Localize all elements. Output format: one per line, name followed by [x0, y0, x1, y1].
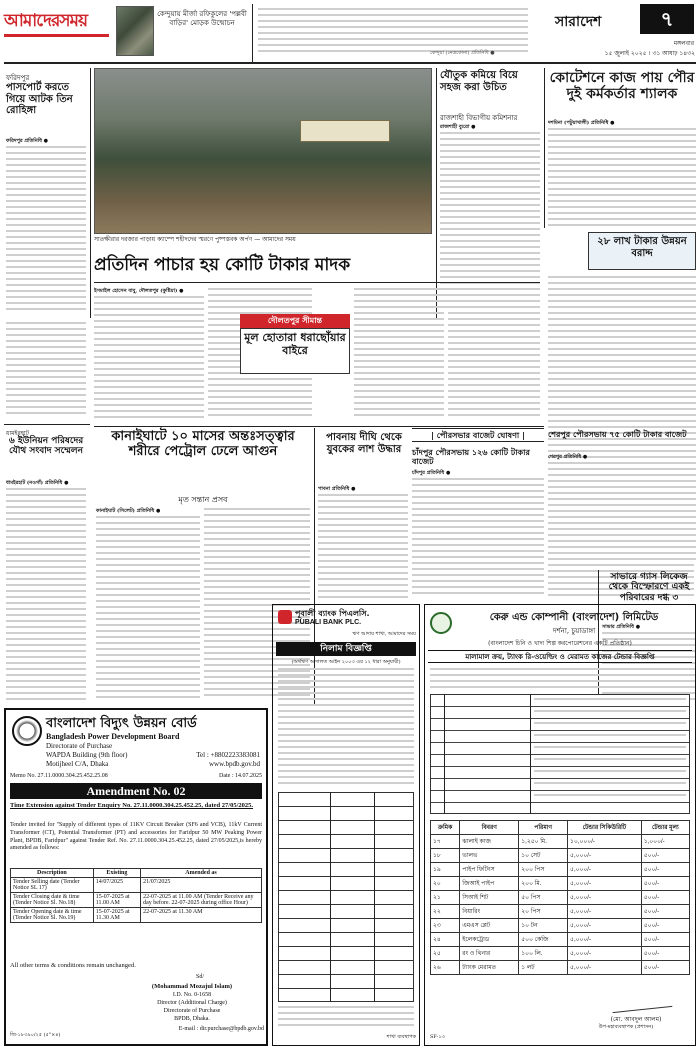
bpdb-cell: Tender Opening date & time (Tender Notice Sl. No.19) [11, 908, 94, 923]
rohingya-headline[interactable]: পাসপোর্ট করতে গিয়ে আটক তিন রোহিঙ্গা [6, 82, 73, 116]
chandpur-headline[interactable]: চাঁদপুর পৌরসভায় ১২৬ কোটি টাকার বাজেট [412, 448, 530, 467]
kcl-cell: ১০০ লি. [519, 947, 568, 961]
table-row [431, 877, 690, 891]
kcl-cell: ২১ [431, 891, 460, 905]
bpdb-cell: 14/07/2025 [93, 878, 140, 893]
kcl-cell: ৫,০০০/- [568, 961, 642, 975]
kcl-cell: ২০০ পিস [519, 863, 568, 877]
kcl-sign: (মো. আবদুল আলম) [610, 1016, 662, 1023]
drug-body-col1 [94, 296, 204, 422]
kcl-cell: ২০ পিস [519, 905, 568, 919]
kcl-cell: ২০ [431, 877, 460, 891]
logo: আমাদেরসময় [4, 11, 87, 31]
kcl-th-qty: পরিমাণ [519, 821, 568, 835]
kcl-th-price: টেন্ডার মূল্য [641, 821, 689, 835]
kcl-cell: ৫০০/- [641, 863, 689, 877]
table-row [11, 878, 262, 893]
bpdb-name-en: Bangladesh Power Development Board [46, 732, 180, 741]
teaser-text [258, 8, 528, 56]
bpdb-cell: Tender Selling date (Tender Notice SL 17) [11, 878, 94, 893]
kcl-cell: ২০০ মি. [519, 877, 568, 891]
drug-credit: ইসমাইল হোসেন বাবু, দৌলতপুর (কুষ্টিয়া) ● [94, 288, 184, 294]
teaser-divider [252, 4, 253, 62]
drug-headline[interactable]: প্রতিদিন পাচার হয় কোটি টাকার মাদক [94, 255, 351, 275]
kcl-th-sl: ক্রমিক [431, 821, 460, 835]
bpdb-cell: 15-07-2025 at 11.30 AM [93, 908, 140, 923]
pubali-table [278, 792, 414, 1002]
kcl-cell: বিয়ারিং [460, 905, 519, 919]
kcl-intro [430, 668, 690, 692]
bpdb-email[interactable]: E-mail : dir.purchase@bpdb.gov.bd [178, 1026, 264, 1032]
drug-rule [94, 282, 540, 283]
kcl-cell: ১০,০০০/- [568, 835, 642, 849]
table-row [431, 849, 690, 863]
kcl-cell: ৫০০/- [641, 919, 689, 933]
kcl-cell: ১,০০০/- [641, 835, 689, 849]
rohingya-body [6, 146, 86, 316]
kcl-cell: ৫,০০০/- [568, 877, 642, 891]
main-photo [94, 68, 432, 234]
kcl-info-col [444, 694, 445, 814]
sherpur-headline[interactable]: শেরপুর পৌরসভায় ৭৫ কোটি টাকার বাজেট [548, 430, 687, 439]
pond-credit: পাবনা প্রতিনিধি ● [318, 486, 356, 492]
kcl-cell: ৫,০০০/- [568, 891, 642, 905]
kcl-cell: ১৭ [431, 835, 460, 849]
masthead-underline [4, 34, 109, 37]
bpdb-name-bn: বাংলাদেশ বিদ্যুৎ উন্নয়ন বোর্ড [46, 716, 197, 731]
bpdb-cell: Tender Closing date & time (Tender Notice Sl. No.18) [11, 893, 94, 908]
kcl-cell: ১০ টন [519, 919, 568, 933]
bpdb-addr2: WAPDA Building (9th floor) [46, 751, 128, 759]
union-kicker: ধামইরহাট [6, 430, 30, 437]
kcl-cell: রং ও থিনার [460, 947, 519, 961]
kcl-logo-icon [430, 612, 452, 634]
kcl-adref: SF-১৩ [430, 1034, 445, 1040]
table-row [431, 919, 690, 933]
kcl-th-desc: বিবরণ [460, 821, 519, 835]
bpdb-logo-icon [12, 716, 42, 746]
chandpur-body [412, 478, 544, 600]
photo-banner [300, 120, 390, 142]
union-headline[interactable]: ৬ ইউনিয়ন পরিষদের যৌথ সংবাদ সম্মেলন [8, 436, 84, 457]
drug-body-col3 [354, 288, 444, 422]
bpdb-th-existing: Existing [93, 869, 140, 878]
dowry-subhead: রাজশাহী বিভাগীয় কমিশনার [440, 114, 518, 122]
bpdb-amend-title: Amendment No. 02 [10, 783, 262, 799]
kcl-cell: ৫০০/- [641, 877, 689, 891]
pubali-branch: ঋণ আদায় শাখা, আমাদের সময় [352, 631, 416, 637]
boxed-kicker: দৌলতপুর সীমান্ত [240, 314, 350, 328]
kcl-cell: জিআই পাইপ [460, 877, 519, 891]
chandpur-credit: চাঁদপুর প্রতিনিধি ● [412, 470, 451, 476]
kcl-cell: ৫০০/- [641, 849, 689, 863]
kcl-cell: ২৫ [431, 947, 460, 961]
rohingya-kicker: ফরিদপুর [6, 74, 30, 82]
kcl-cell: ভালভ [460, 849, 519, 863]
table-row [431, 933, 690, 947]
kcl-cell: ৫০০ কেজি [519, 933, 568, 947]
quotation-credit: দশমিনা (পটুয়াখালী) প্রতিনিধি ● [548, 120, 615, 126]
pubali-table-col [330, 792, 331, 1002]
kcl-org-note: (বাংলাদেশ চিনি ও খাদ্য শিল্প করপোরেশনের একটি প্রতিষ্ঠান) [488, 640, 632, 647]
kcl-cell: ৫,০০০/- [568, 863, 642, 877]
petrol-headline[interactable]: কানাইঘাটে ১০ মাসের অন্তঃসত্ত্বার শরীরে পেট্রোল ঢেলে আগুন [111, 429, 295, 459]
issue-day: মঙ্গলবার [673, 40, 694, 47]
kcl-th-security: টেন্ডার সিকিউরিটি [568, 821, 642, 835]
bpdb-table [10, 868, 262, 923]
kcl-cell: ২৬ [431, 961, 460, 975]
pond-body [318, 494, 408, 600]
page-number-badge: ৭ [640, 4, 694, 34]
bpdb-th-desc: Description [11, 869, 94, 878]
kcl-place: দর্শনা, চুয়াডাঙ্গা [552, 627, 596, 635]
kcl-cell: ৫,০০০/- [568, 947, 642, 961]
bpdb-addr3: Motijheel C/A, Dhaka [46, 760, 109, 768]
bpdb-memo: Memo No. 27.11.0000.304.25.452.25.08 [10, 773, 108, 779]
bpdb-officer: (Mohammad Mozajul Islam) [151, 983, 233, 990]
kcl-cell: ট্যাংক মেরামত [460, 961, 519, 975]
rohingya-credit: ফরিদপুর প্রতিনিধি ● [6, 138, 49, 144]
photo-caption: সাতক্ষীরার দরজার পাড়ায় ক্যাম্পে শহীদদের স্মরণে পুষ্পস্তবক অর্পণ — আমাদের সময় [94, 236, 296, 243]
bpdb-cell: 22-07-2025 at 11.30 AM [141, 908, 262, 923]
drug-body-col4 [448, 288, 540, 422]
bpdb-footer: All other terms & conditions remain unchanged. [10, 962, 136, 969]
section-name: সারাদেশ [555, 14, 602, 30]
table-row [431, 961, 690, 975]
kcl-info-text [534, 698, 686, 812]
table-row [11, 893, 262, 908]
pubali-terms [278, 1006, 414, 1032]
pond-headline[interactable]: পাবনায় দীঘি থেকে যুবকের লাশ উদ্ধার [326, 432, 402, 455]
kcl-cell: এমএস প্লেট [460, 919, 519, 933]
kcl-cell: ইলেকট্রোড [460, 933, 519, 947]
kcl-sign-desig: উপ-মহাব্যবস্থাপক (প্রশাসন) [598, 1024, 654, 1030]
kcl-cell: ৫০ পিস [519, 891, 568, 905]
union-credit: ধামইরহাট (নওগাঁ) প্রতিনিধি ● [6, 480, 69, 486]
kcl-cell: ৫০০/- [641, 905, 689, 919]
table-row [431, 905, 690, 919]
bpdb-addr1: Directorate of Purchase [46, 742, 113, 750]
kcl-tender-title: মালামাল ক্রয়, ট্যাংক রি-ওয়েল্ডিং ও মেরামত কাজের টেন্ডার বিজ্ঞপ্তি [428, 650, 692, 663]
col-divider-1 [90, 68, 91, 318]
bpdb-cell: 15-07-2025 at 11.00 AM [93, 893, 140, 908]
pubali-table-col [374, 792, 375, 1002]
masthead-rule [4, 62, 696, 64]
dowry-headline[interactable]: যৌতুক কমিয়ে বিয়ে সহজ করা উচিত [440, 70, 518, 93]
pubali-subtitle: (অর্থঋণ আদালত আইন ২০০৩ এর ১২ ধারা অনুযায়ী) [291, 659, 401, 665]
petrol-rule-top [94, 426, 544, 427]
kcl-cell: ৫,০০০/- [568, 905, 642, 919]
kcl-cell: ১ লট [519, 961, 568, 975]
kcl-cell: ৫০০/- [641, 961, 689, 975]
petrol-body-col1 [96, 516, 200, 702]
kcl-cell: ২৩ [431, 919, 460, 933]
kcl-cell: ৫০০/- [641, 947, 689, 961]
kcl-cell: ১০ সেট [519, 849, 568, 863]
quotation-headline[interactable]: কোটেশনে কাজ পায় পৌর দুই কর্মকর্তার শ্যালক [549, 70, 695, 103]
petrol-credit: কানাইঘাট (সিলেট) প্রতিনিধি ● [96, 508, 161, 514]
union-rule [4, 424, 90, 425]
table-row [431, 947, 690, 961]
kcl-cell: ১৯ [431, 863, 460, 877]
kcl-cell: ১,২৫০ মি. [519, 835, 568, 849]
kcl-info-col [530, 694, 531, 814]
bpdb-phone: Tel : +8802223383081 [196, 751, 260, 759]
kcl-cell: ৫,০০০/- [568, 919, 642, 933]
sherpur-credit: শেরপুর প্রতিনিধি ● [548, 454, 588, 460]
union-body [6, 488, 86, 704]
bpdb-web[interactable]: www.bpdb.gov.bd [208, 760, 260, 768]
bpdb-body: Tender invited for "Supply of different types of 11KV Circuit Breaker (SF6 and VCB), 11kV Current Transformer (CT), Potential Transformer (PT) and accessories for Faridpur 50 MW Peaking Power Plant, BPDB, Faridpur" against Tender Ref. No. 27.11.0000.304.25.452.25, dated 27/05/2025,is hereby amended as follows: [10, 822, 262, 852]
budget-banner: | পৌরসভার বাজেট ঘোষণা | [412, 428, 544, 442]
pubali-signoff: শাখা ব্যবস্থাপক [386, 1034, 416, 1040]
rohingya-body-2 [6, 322, 86, 418]
boxed-headline[interactable]: মূল হোতারা ধরাছোঁয়ার বাইরে [244, 331, 346, 357]
bpdb-th-amended: Amended as [141, 869, 262, 878]
bpdb-cell: 21/07/2025 [141, 878, 262, 893]
pubali-title: নিলাম বিজ্ঞপ্তি [276, 642, 416, 656]
bpdb-id: I.D. No. 0-1658 [172, 992, 212, 998]
table-row [431, 863, 690, 877]
table-row [431, 835, 690, 849]
dowry-credit: রাজশাহী ব্যুরো ● [440, 124, 476, 130]
kcl-cell: ঝালাই কাজ [460, 835, 519, 849]
gas-credit: সাভার প্রতিনিধি ● [602, 624, 641, 630]
bpdb-extension: Time Extension against Tender Enquiry No. 27.11.0000.304.25.452.25, dated 27/05/2025. [10, 802, 254, 809]
col-divider-2 [436, 68, 437, 318]
kcl-cell: ২৪ [431, 933, 460, 947]
kcl-cell: সিআই শিট [460, 891, 519, 905]
kcl-cell: ৫০০/- [641, 891, 689, 905]
bpdb-desig: Director (Additional Charge) [157, 1000, 227, 1006]
kcl-cell: ২২ [431, 905, 460, 919]
kcl-cell: ৫০০/- [641, 933, 689, 947]
kcl-cell: ৫,০০০/- [568, 849, 642, 863]
pubali-name-bn: পূবালী ব্যাংক পিএলসি. [295, 609, 370, 618]
table-row [431, 891, 690, 905]
col-divider-3 [544, 68, 545, 228]
pubali-logo-icon [278, 610, 292, 624]
gas-headline[interactable]: সাভারে গ্যাস লিকেজ থেকে বিস্ফোরণে একই পরিবারের দগ্ধ ৩ [608, 572, 690, 603]
teaser-title[interactable]: কেন্দুয়ায় মীর্জা রফিকুলের 'পল্লবী বাড়ির' মোড়ক উন্মোচন [157, 10, 247, 28]
bpdb-memo-date: Date : 14.07.2025 [219, 773, 262, 779]
kcl-name: কেরু এন্ড কোম্পানী (বাংলাদেশ) লিমিটেড [489, 612, 659, 623]
kcl-cell: ১৮ [431, 849, 460, 863]
pubali-name-en: PUBALI BANK PLC. [295, 619, 362, 626]
bpdb-cell: 22-07-2025 at 11.00 AM (Tender Receive any day before. 22-07-2025 during office Hour) [141, 893, 262, 908]
kcl-cell: পাইপ ফিটিংস [460, 863, 519, 877]
pubali-body [278, 668, 414, 788]
kcl-cell: ৫,০০০/- [568, 933, 642, 947]
tk28-headline[interactable]: ২৮ লাখ টাকার উন্নয়ন বরাদ্দ [597, 236, 687, 259]
bpdb-sign: Sd/ [195, 974, 204, 980]
bpdb-org: BPDB, Dhaka. [174, 1016, 210, 1022]
issue-date: ১৫ জুলাই ২০২৫ । ৩১ আষাঢ় ১৪৩২ [604, 50, 695, 57]
quotation-body [548, 128, 696, 228]
table-row [11, 908, 262, 923]
teaser-photo [116, 6, 154, 56]
bpdb-adref: জি-১৮৩৯০/২৫ (৫"×৪) [10, 1032, 61, 1038]
bpdb-dept: Directorate of Purchase [163, 1008, 221, 1014]
teaser-credit: কেন্দুয়া (নেত্রকোনা) প্রতিনিধি ● [430, 50, 495, 56]
petrol-subhead: মৃত সন্তান প্রসব [178, 495, 228, 504]
kcl-items-table [430, 820, 690, 975]
